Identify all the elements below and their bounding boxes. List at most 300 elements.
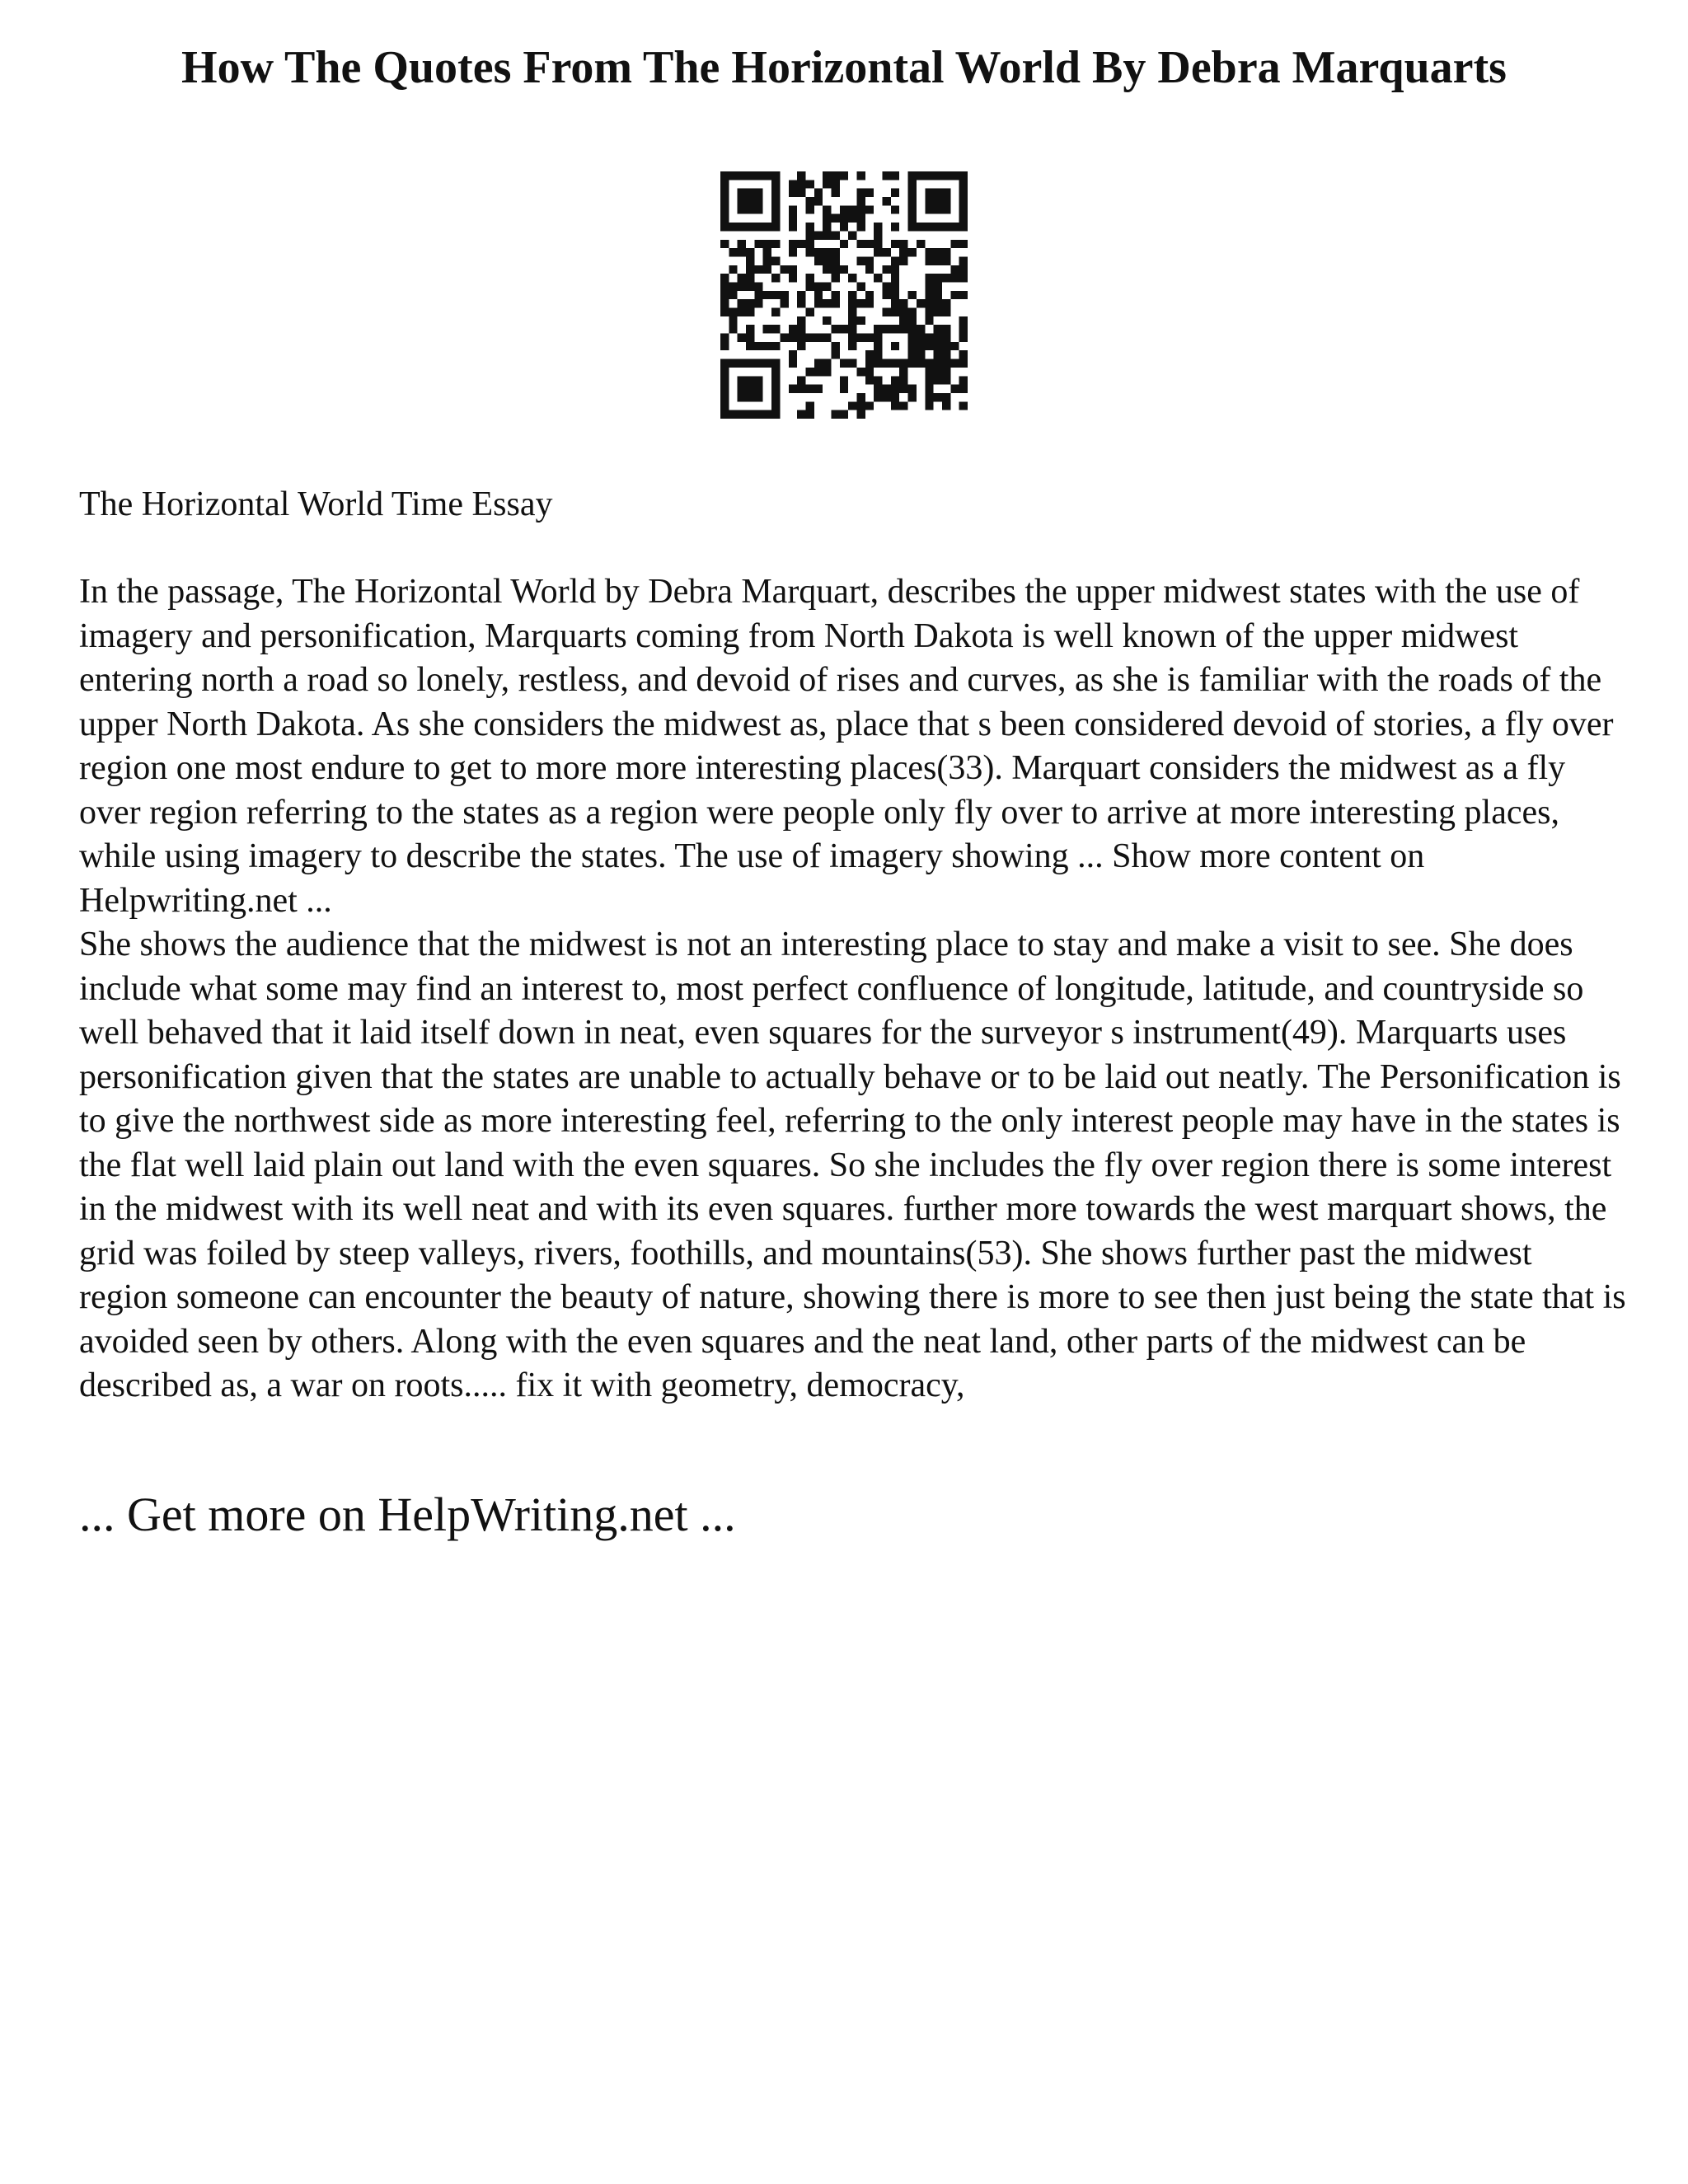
- qr-module: [942, 171, 950, 180]
- qr-module: [899, 376, 907, 384]
- qr-module: [754, 223, 762, 231]
- qr-module: [720, 385, 729, 393]
- qr-module: [899, 325, 907, 333]
- qr-module: [891, 223, 899, 231]
- qr-module: [805, 205, 814, 213]
- qr-module: [891, 299, 899, 307]
- qr-module: [857, 334, 865, 342]
- qr-module: [857, 410, 865, 419]
- qr-module: [771, 189, 780, 197]
- qr-module: [934, 223, 942, 231]
- qr-module: [754, 205, 762, 213]
- qr-module: [891, 171, 899, 180]
- qr-module: [908, 180, 917, 188]
- qr-module: [780, 334, 788, 342]
- qr-module: [823, 368, 831, 376]
- qr-module: [874, 393, 882, 401]
- qr-module: [729, 308, 737, 316]
- qr-module: [754, 299, 762, 307]
- qr-module: [883, 291, 891, 299]
- qr-module: [814, 197, 823, 205]
- qr-module: [917, 171, 925, 180]
- qr-module: [771, 240, 780, 248]
- qr-module: [797, 299, 805, 307]
- qr-module: [738, 248, 746, 256]
- qr-module: [908, 189, 917, 197]
- qr-module: [959, 265, 968, 274]
- qr-module: [891, 291, 899, 299]
- qr-module: [823, 359, 831, 368]
- qr-module: [720, 368, 729, 376]
- qr-module: [883, 385, 891, 393]
- qr-module: [950, 171, 959, 180]
- qr-module: [840, 223, 848, 231]
- qr-module: [763, 248, 771, 256]
- qr-module: [789, 350, 797, 359]
- qr-module: [925, 205, 933, 213]
- qr-module: [720, 171, 729, 180]
- qr-module: [857, 299, 865, 307]
- qr-module: [942, 368, 950, 376]
- qr-module: [720, 359, 729, 368]
- qr-module: [883, 393, 891, 401]
- qr-module: [917, 342, 925, 350]
- qr-module: [746, 385, 754, 393]
- qr-module: [823, 256, 831, 265]
- qr-module: [865, 350, 874, 359]
- qr-module: [738, 197, 746, 205]
- qr-module: [934, 393, 942, 401]
- qr-module: [823, 205, 831, 213]
- qr-module: [823, 265, 831, 274]
- qr-module: [797, 316, 805, 325]
- qr-module: [720, 274, 729, 282]
- qr-module: [814, 368, 823, 376]
- qr-module: [720, 197, 729, 205]
- qr-module: [797, 189, 805, 197]
- qr-module: [865, 359, 874, 368]
- qr-module: [891, 308, 899, 316]
- qr-module: [789, 334, 797, 342]
- qr-module: [950, 385, 959, 393]
- qr-module: [925, 171, 933, 180]
- qr-module: [831, 231, 839, 239]
- qr-module: [942, 197, 950, 205]
- qr-module: [805, 385, 814, 393]
- qr-module: [891, 393, 899, 401]
- qr-module: [942, 248, 950, 256]
- qr-module: [908, 325, 917, 333]
- qr-module: [831, 342, 839, 350]
- qr-module: [738, 282, 746, 290]
- qr-module: [925, 189, 933, 197]
- qr-module: [746, 265, 754, 274]
- qr-module: [865, 299, 874, 307]
- qr-module: [883, 325, 891, 333]
- qr-module: [857, 214, 865, 223]
- qr-module: [891, 256, 899, 265]
- qr-module: [831, 350, 839, 359]
- qr-module: [942, 223, 950, 231]
- qr-module: [908, 342, 917, 350]
- qr-module: [959, 205, 968, 213]
- qr-module: [891, 282, 899, 290]
- qr-module: [883, 265, 891, 274]
- qr-module: [950, 342, 959, 350]
- qr-module: [754, 385, 762, 393]
- qr-module: [857, 368, 865, 376]
- qr-module: [959, 385, 968, 393]
- qr-module: [917, 334, 925, 342]
- qr-module: [738, 240, 746, 248]
- qr-module: [899, 368, 907, 376]
- qr-module: [959, 256, 968, 265]
- qr-module: [959, 350, 968, 359]
- qr-module: [857, 282, 865, 290]
- qr-module: [738, 299, 746, 307]
- qr-module: [883, 197, 891, 205]
- qr-module: [754, 393, 762, 401]
- qr-code-graphic: [720, 171, 968, 419]
- qr-module: [874, 359, 882, 368]
- qr-module: [814, 282, 823, 290]
- qr-module: [738, 205, 746, 213]
- qr-module: [814, 231, 823, 239]
- qr-module: [950, 223, 959, 231]
- qr-module: [729, 359, 737, 368]
- qr-module: [814, 248, 823, 256]
- qr-module: [934, 248, 942, 256]
- qr-module: [959, 171, 968, 180]
- qr-module: [959, 401, 968, 410]
- qr-module: [857, 256, 865, 265]
- qr-module: [831, 180, 839, 188]
- qr-module: [848, 205, 856, 213]
- qr-module: [857, 205, 865, 213]
- qr-module: [908, 171, 917, 180]
- qr-module: [848, 325, 856, 333]
- qr-module: [848, 316, 856, 325]
- qr-module: [720, 291, 729, 299]
- qr-module: [763, 325, 771, 333]
- qr-module: [908, 334, 917, 342]
- qr-module: [771, 342, 780, 350]
- qr-module: [754, 376, 762, 384]
- qr-module: [865, 265, 874, 274]
- qr-module: [789, 359, 797, 368]
- qr-module: [934, 376, 942, 384]
- essay-paragraph-2: She shows the audience that the midwest is not an interesting place to stay and make a visit to see. She does include what some may find an interest to, most perfect confluence of longitude, latitude, and countryside so well behaved that it laid itself down in neat, even squares for the surveyor s instrument(49). Marquarts uses personification given that the states are unable to actually behave or to be laid out neatly. The Personification is to give the northwest side as more interesting feel, referring to the only interest people may have in the states is the flat well laid plain out land with the even squares. So she includes the fly over region there is some interest in the midwest with its well neat and with its even squares. further more towards the west marquart shows, the grid was foiled by steep valleys, rivers, foothills, and mountains(53). She shows further past the midwest region someone can encounter the beauty of nature, showing there is more to see then just being the state that is avoided seen by others. Along with the even squares and the neat land, other parts of the midwest can be described as, a war on roots..... fix it with geometry, democracy,: [79, 926, 1626, 1404]
- qr-module: [805, 401, 814, 410]
- qr-code-icon: [720, 171, 968, 419]
- qr-module: [754, 359, 762, 368]
- qr-module: [729, 171, 737, 180]
- qr-module: [959, 316, 968, 325]
- qr-module: [720, 240, 729, 248]
- qr-module: [865, 189, 874, 197]
- qr-module: [925, 393, 933, 401]
- qr-module: [959, 180, 968, 188]
- qr-module: [959, 359, 968, 368]
- qr-module: [771, 291, 780, 299]
- qr-module: [720, 308, 729, 316]
- qr-module: [925, 401, 933, 410]
- qr-module: [934, 342, 942, 350]
- qr-module: [771, 223, 780, 231]
- qr-module: [874, 385, 882, 393]
- qr-module: [950, 240, 959, 248]
- qr-module: [831, 299, 839, 307]
- qr-module: [805, 197, 814, 205]
- qr-module: [771, 214, 780, 223]
- qr-module: [746, 376, 754, 384]
- qr-module: [934, 205, 942, 213]
- qr-module: [738, 223, 746, 231]
- qr-module: [789, 385, 797, 393]
- qr-module: [959, 334, 968, 342]
- qr-module: [771, 205, 780, 213]
- qr-module: [780, 265, 788, 274]
- qr-module: [720, 214, 729, 223]
- qr-module: [908, 359, 917, 368]
- qr-module: [857, 197, 865, 205]
- qr-module: [831, 265, 839, 274]
- qr-module: [934, 189, 942, 197]
- qr-module: [899, 256, 907, 265]
- qr-module: [729, 325, 737, 333]
- qr-module: [805, 368, 814, 376]
- qr-module: [805, 223, 814, 231]
- qr-module: [746, 359, 754, 368]
- qr-module: [797, 376, 805, 384]
- qr-module: [738, 334, 746, 342]
- qr-module: [805, 334, 814, 342]
- qr-module: [720, 334, 729, 342]
- qr-module: [738, 171, 746, 180]
- qr-module: [848, 308, 856, 316]
- qr-module: [771, 325, 780, 333]
- qr-module: [942, 205, 950, 213]
- qr-module: [746, 393, 754, 401]
- qr-module: [831, 189, 839, 197]
- qr-module: [934, 299, 942, 307]
- qr-module: [857, 401, 865, 410]
- qr-module: [763, 342, 771, 350]
- qr-module: [746, 171, 754, 180]
- qr-module: [891, 265, 899, 274]
- qr-module: [746, 299, 754, 307]
- qr-module: [857, 316, 865, 325]
- qr-module: [874, 334, 882, 342]
- qr-module: [797, 385, 805, 393]
- qr-module: [746, 256, 754, 265]
- qr-module: [789, 240, 797, 248]
- qr-module: [805, 240, 814, 248]
- qr-module: [925, 256, 933, 265]
- qr-module: [925, 376, 933, 384]
- qr-module: [831, 325, 839, 333]
- qr-module: [763, 171, 771, 180]
- qr-module: [865, 291, 874, 299]
- qr-module: [780, 291, 788, 299]
- qr-module: [848, 334, 856, 342]
- qr-module: [908, 308, 917, 316]
- qr-module: [746, 308, 754, 316]
- qr-module: [891, 342, 899, 350]
- qr-module: [789, 274, 797, 282]
- qr-module: [771, 410, 780, 419]
- qr-module: [763, 256, 771, 265]
- qr-module: [763, 223, 771, 231]
- qr-module: [789, 205, 797, 213]
- qr-module: [738, 359, 746, 368]
- qr-module: [934, 197, 942, 205]
- qr-module: [934, 325, 942, 333]
- qr-module: [823, 316, 831, 325]
- qr-module: [874, 274, 882, 282]
- qr-module: [908, 291, 917, 299]
- qr-module: [823, 299, 831, 307]
- qr-module: [720, 410, 729, 419]
- qr-module: [959, 274, 968, 282]
- qr-module: [771, 197, 780, 205]
- qr-module: [831, 291, 839, 299]
- qr-module: [771, 308, 780, 316]
- qr-module: [874, 240, 882, 248]
- qr-module: [720, 223, 729, 231]
- qr-module: [720, 299, 729, 307]
- qr-module: [805, 274, 814, 282]
- qr-module: [754, 265, 762, 274]
- qr-module: [840, 205, 848, 213]
- qr-module: [720, 401, 729, 410]
- qr-module: [746, 189, 754, 197]
- qr-module: [934, 334, 942, 342]
- qr-module: [891, 359, 899, 368]
- qr-module: [899, 359, 907, 368]
- qr-module: [925, 334, 933, 342]
- qr-module: [738, 189, 746, 197]
- qr-module: [917, 325, 925, 333]
- qr-module: [814, 291, 823, 299]
- qr-module: [797, 180, 805, 188]
- qr-module: [771, 180, 780, 188]
- qr-module: [848, 401, 856, 410]
- qr-module: [789, 325, 797, 333]
- qr-module: [942, 325, 950, 333]
- qr-module: [823, 282, 831, 290]
- qr-module: [746, 325, 754, 333]
- qr-module: [950, 359, 959, 368]
- qr-module: [934, 291, 942, 299]
- qr-module: [746, 248, 754, 256]
- qr-module: [746, 410, 754, 419]
- qr-module: [729, 248, 737, 256]
- qr-module: [908, 248, 917, 256]
- qr-module: [934, 350, 942, 359]
- qr-module: [883, 359, 891, 368]
- qr-module: [865, 240, 874, 248]
- qr-module: [823, 180, 831, 188]
- qr-module: [959, 197, 968, 205]
- qr-module: [942, 393, 950, 401]
- qr-module: [899, 308, 907, 316]
- qr-module: [857, 171, 865, 180]
- essay-paragraph-1: In the passage, The Horizontal World by Debra Marquart, describes the upper midwest states with the use of imagery and personification, Marquarts coming from North Dakota is well known of the upper midwest entering north a road so lonely, restless, and devoid of rises and curves, as she is familiar with the roads of the upper North Dakota. As she considers the midwest as, place that s been considered devoid of stories, a fly over region one most endure to get to more more interesting places(33). Marquart considers the midwest as a fly over region referring to the states as a region were people only fly over to arrive at more interesting places, while using imagery to describe the states. The use of imagery showing ... Show more content on Helpwriting.net ...: [79, 573, 1614, 920]
- qr-module: [720, 376, 729, 384]
- qr-module: [891, 205, 899, 213]
- qr-module: [831, 248, 839, 256]
- qr-module: [899, 316, 907, 325]
- qr-module: [891, 325, 899, 333]
- qr-module: [865, 256, 874, 265]
- qr-module: [746, 342, 754, 350]
- qr-module: [917, 223, 925, 231]
- qr-module: [942, 189, 950, 197]
- qr-module: [814, 334, 823, 342]
- qr-module: [729, 316, 737, 325]
- qr-module: [840, 359, 848, 368]
- qr-module: [738, 393, 746, 401]
- qr-module: [883, 171, 891, 180]
- qr-module: [874, 342, 882, 350]
- qr-module: [831, 256, 839, 265]
- qr-module: [883, 282, 891, 290]
- qr-module: [950, 291, 959, 299]
- qr-module: [908, 223, 917, 231]
- qr-module: [891, 376, 899, 384]
- qr-module: [950, 265, 959, 274]
- qr-module: [942, 359, 950, 368]
- qr-module: [874, 350, 882, 359]
- essay-subtitle: The Horizontal World Time Essay: [79, 485, 553, 523]
- qr-module: [857, 240, 865, 248]
- qr-module: [720, 342, 729, 350]
- qr-module: [738, 376, 746, 384]
- qr-module: [754, 171, 762, 180]
- qr-module: [814, 359, 823, 368]
- qr-module: [891, 401, 899, 410]
- qr-module: [942, 299, 950, 307]
- qr-module: [771, 376, 780, 384]
- qr-module: [883, 308, 891, 316]
- qr-module: [908, 350, 917, 359]
- qr-module: [942, 401, 950, 410]
- qr-module: [874, 376, 882, 384]
- qr-module: [840, 171, 848, 180]
- qr-module: [942, 274, 950, 282]
- qr-module: [771, 171, 780, 180]
- qr-module: [763, 410, 771, 419]
- get-more-link[interactable]: ... Get more on HelpWriting.net ...: [79, 1488, 736, 1541]
- qr-module: [925, 385, 933, 393]
- qr-module: [925, 282, 933, 290]
- qr-module: [925, 359, 933, 368]
- qr-module: [746, 282, 754, 290]
- qr-module: [865, 205, 874, 213]
- qr-module: [908, 205, 917, 213]
- qr-module: [925, 299, 933, 307]
- qr-module: [891, 274, 899, 282]
- qr-module: [763, 359, 771, 368]
- qr-module: [754, 291, 762, 299]
- qr-module: [857, 223, 865, 231]
- qr-module: [857, 393, 865, 401]
- qr-module: [746, 197, 754, 205]
- qr-module: [805, 180, 814, 188]
- qr-module: [874, 231, 882, 239]
- qr-module: [908, 385, 917, 393]
